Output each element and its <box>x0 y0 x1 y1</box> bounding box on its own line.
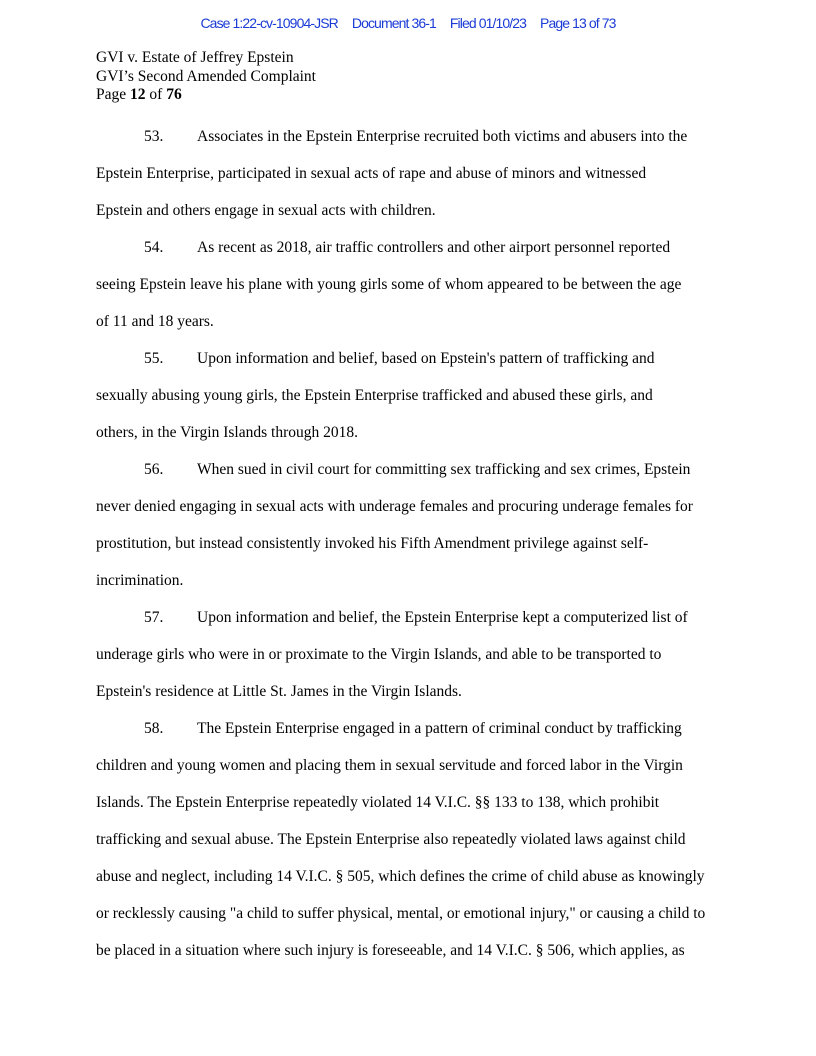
page-of: of <box>149 86 163 103</box>
paragraph-line: As recent as 2018, air traffic controllers and other airport personnel reported <box>197 239 671 256</box>
ecf-filed-date: Filed 01/10/23 <box>449 15 527 31</box>
ecf-filing-header <box>0 15 816 31</box>
paragraph-line: never denied engaging in sexual acts with underage females and procuring underage females for <box>96 498 693 515</box>
paragraph-57 <box>96 599 720 710</box>
paragraph-line: underage girls who were in or proximate to the Virgin Islands, and able to be transported to <box>96 646 662 663</box>
document-caption <box>96 49 316 105</box>
paragraph-53 <box>96 118 720 229</box>
paragraph-line: sexually abusing young girls, the Epstein Enterprise trafficked and abused these girls, and <box>96 387 653 404</box>
paragraph-line: incrimination. <box>96 572 184 589</box>
ecf-document-number: Document 36-1 <box>351 15 436 31</box>
paragraph-line: children and young women and placing them in sexual servitude and forced labor in the Virgin <box>96 757 683 774</box>
paragraph-56 <box>96 451 720 599</box>
paragraph-line: When sued in civil court for committing sex trafficking and sex crimes, Epstein <box>197 461 691 478</box>
paragraph-line: Islands. The Epstein Enterprise repeatedly violated 14 V.I.C. §§ 133 to 138, which prohibit <box>96 794 660 811</box>
page-current: 12 <box>130 86 146 103</box>
paragraph-line: prostitution, but instead consistently invoked his Fifth Amendment privilege against self- <box>96 535 649 552</box>
paragraph-55 <box>96 340 720 451</box>
paragraph-line: Upon information and belief, based on Epstein's pattern of trafficking and <box>197 350 655 367</box>
paragraph-line: be placed in a situation where such injury is foreseeable, and 14 V.I.C. § 506, which applies, as <box>96 942 685 959</box>
paragraph-line: trafficking and sexual abuse. The Epstein Enterprise also repeatedly violated laws against child <box>96 831 686 848</box>
ecf-page-count: Page 13 of 73 <box>540 15 616 31</box>
paragraph-number: 57. <box>144 609 164 626</box>
caption-case-title: GVI v. Estate of Jeffrey Epstein <box>96 49 294 66</box>
paragraph-line: others, in the Virgin Islands through 2018. <box>96 424 358 441</box>
paragraph-line: seeing Epstein leave his plane with young girls some of whom appeared to be between the age <box>96 276 682 293</box>
paragraph-line: Epstein Enterprise, participated in sexual acts of rape and abuse of minors and witnessed <box>96 165 647 182</box>
page-prefix: Page <box>96 86 127 103</box>
paragraph-number: 54. <box>144 239 164 256</box>
paragraph-number: 53. <box>144 128 164 145</box>
paragraph-line: The Epstein Enterprise engaged in a pattern of criminal conduct by trafficking <box>197 720 682 737</box>
caption-document-title: GVI’s Second Amended Complaint <box>96 67 316 85</box>
paragraph-line: Epstein's residence at Little St. James in the Virgin Islands. <box>96 683 462 700</box>
paragraph-number: 55. <box>144 350 164 367</box>
paragraph-line: Upon information and belief, the Epstein Enterprise kept a computerized list of <box>197 609 688 626</box>
paragraph-line: Associates in the Epstein Enterprise recruited both victims and abusers into the <box>197 128 688 145</box>
paragraph-number: 58. <box>144 720 164 737</box>
paragraph-number: 56. <box>144 461 164 478</box>
page-total: 76 <box>166 86 182 103</box>
paragraph-line: of 11 and 18 years. <box>96 313 214 330</box>
complaint-body <box>96 118 720 969</box>
caption-page-number <box>96 86 316 105</box>
paragraph-line: Epstein and others engage in sexual acts with children. <box>96 202 436 219</box>
paragraph-line: abuse and neglect, including 14 V.I.C. § 505, which defines the crime of child abuse as knowingly <box>96 868 705 885</box>
ecf-case-number: Case 1:22-cv-10904-JSR <box>200 15 338 31</box>
paragraph-54 <box>96 229 720 340</box>
paragraph-58 <box>96 710 720 969</box>
paragraph-line: or recklessly causing "a child to suffer physical, mental, or emotional injury," or causing a child to <box>96 905 706 922</box>
